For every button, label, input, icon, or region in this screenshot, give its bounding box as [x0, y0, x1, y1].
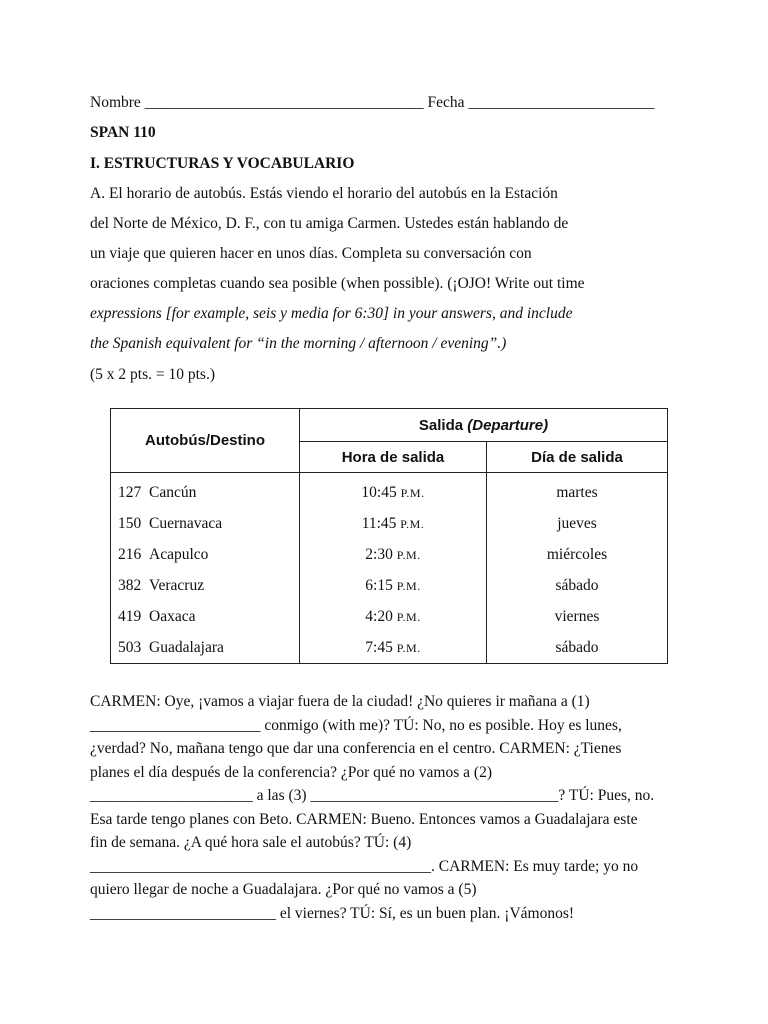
- day-cell: jueves: [557, 515, 597, 532]
- instructions-line-6: the Spanish equivalent for “in the morning / afternoon / evening”.): [90, 335, 507, 352]
- day-cell: martes: [556, 484, 598, 501]
- dia-column: [487, 473, 668, 664]
- dialog-line-2: ______________________ conmigo (with me)? TÚ: No, no es posible. Hoy es lunes,: [90, 716, 622, 734]
- destino-column: [111, 473, 300, 664]
- instructions-line-4: oraciones completas cuando sea posible (when possible). (¡OJO! Write out time: [90, 275, 585, 292]
- instructions-line-3: un viaje que quieren hacer en unos días. Completa su conversación con: [90, 245, 532, 262]
- table-row: 127 Cancún: [118, 484, 197, 501]
- dialog-paragraph: [90, 690, 690, 925]
- table-row: 216 Acapulco: [118, 546, 209, 563]
- fecha-blank: ________________________: [468, 94, 655, 111]
- instructions-line-2: del Norte de México, D. F., con tu amiga Carmen. Ustedes están hablando de: [90, 215, 569, 232]
- time-cell: 6:15 P.M.: [365, 577, 421, 594]
- day-cell: miércoles: [546, 546, 608, 563]
- day-cell: sábado: [555, 577, 599, 594]
- table-row: 382 Veracruz: [118, 577, 205, 594]
- time-cell: 10:45 P.M.: [361, 484, 425, 501]
- dialog-line-1: CARMEN: Oye, ¡vamos a viajar fuera de la ciudad! ¿No quieres ir mañana a (1): [90, 693, 590, 710]
- time-cell: 7:45 P.M.: [365, 639, 421, 656]
- header-salida: Salida (Departure): [300, 409, 668, 442]
- table-row: 503 Guadalajara: [118, 639, 224, 656]
- dialog-line-5: _____________________ a las (3) ________________________________? TÚ: Pues, no.: [90, 787, 655, 804]
- table-row: 150 Cuernavaca: [118, 515, 223, 532]
- hora-column: [300, 473, 487, 664]
- header-line: [90, 94, 654, 112]
- dialog-line-3: ¿verdad? No, mañana tengo que dar una conferencia en el centro. CARMEN: ¿Tienes: [90, 740, 622, 757]
- fecha-label: Fecha: [427, 94, 465, 111]
- dialog-line-6: Esa tarde tengo planes con Beto. CARMEN: Bueno. Entonces vamos a Guadalajara este: [90, 810, 638, 828]
- dialog-line-10: ________________________ el viernes? TÚ: Sí, es un buen plan. ¡Vámonos!: [90, 904, 575, 922]
- nombre-label: Nombre: [90, 94, 141, 111]
- header-hora: Hora de salida: [300, 442, 487, 473]
- instructions-line-5: expressions [for example, seis y media for 6:30] in your answers, and include: [90, 305, 573, 322]
- bus-schedule-table: [110, 408, 668, 664]
- header-dia: Día de salida: [487, 442, 668, 473]
- day-cell: sábado: [555, 639, 599, 656]
- section-title: I. ESTRUCTURAS Y VOCABULARIO: [90, 155, 355, 172]
- dialog-line-8: ____________________________________________. CARMEN: Es muy tarde; yo no: [90, 857, 639, 875]
- header-destino: Autobús/Destino: [111, 409, 300, 473]
- dialog-line-7: fin de semana. ¿A qué hora sale el autobús? TÚ: (4): [90, 834, 412, 851]
- time-cell: 2:30 P.M.: [365, 546, 421, 563]
- nombre-blank: ____________________________________: [144, 94, 424, 111]
- instructions-line-1: A. El horario de autobús. Estás viendo el horario del autobús en la Estación: [90, 185, 558, 202]
- course-code: SPAN 110: [90, 124, 156, 141]
- table-row: 419 Oaxaca: [118, 608, 196, 625]
- dialog-line-9: quiero llegar de noche a Guadalajara. ¿Por qué no vamos a (5): [90, 881, 477, 898]
- day-cell: viernes: [554, 608, 600, 625]
- time-cell: 11:45 P.M.: [361, 515, 425, 532]
- time-cell: 4:20 P.M.: [365, 608, 421, 625]
- dialog-line-4: planes el día después de la conferencia? ¿Por qué no vamos a (2): [90, 763, 492, 781]
- points-line: (5 x 2 pts. = 10 pts.): [90, 366, 215, 383]
